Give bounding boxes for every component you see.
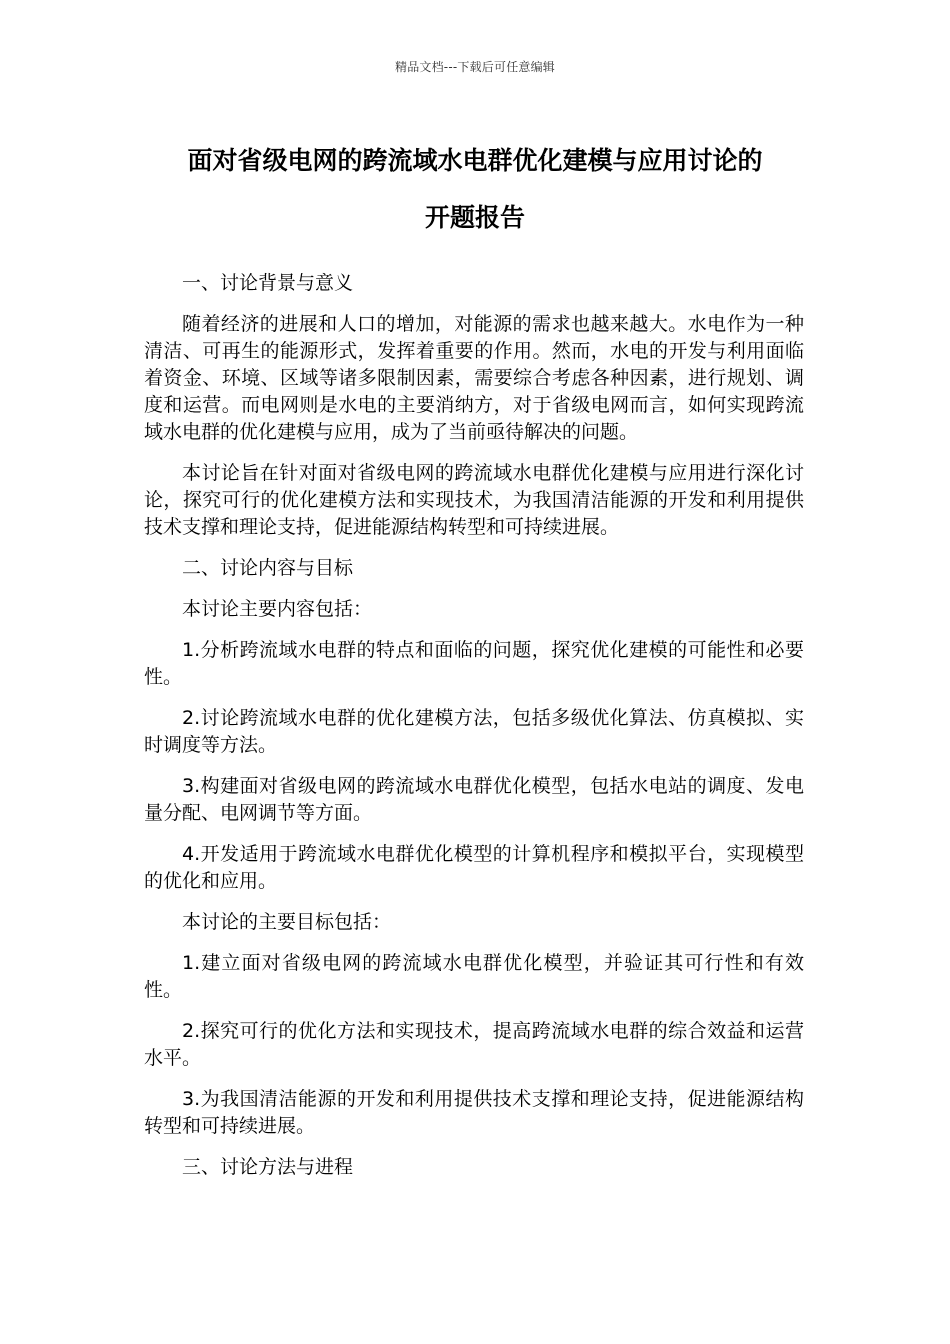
paragraph-background-2: 本讨论旨在针对面对省级电网的跨流域水电群优化建模与应用进行深化讨论，探究可行的优化建模方法和实现技术，为我国清洁能源的开发和利用提供技术支撑和理论支持，促进能源结构转型和可持续进展。 bbox=[144, 462, 804, 538]
document-title-line-1: 面对省级电网的跨流域水电群优化建模与应用讨论的 bbox=[187, 146, 763, 175]
list-item-content-2: 2.讨论跨流域水电群的优化建模方法，包括多级优化算法、仿真模拟、实时调度等方法。 bbox=[144, 707, 804, 756]
paragraph-content-intro: 本讨论主要内容包括： bbox=[182, 598, 373, 620]
page-header-note: 精品文档---下载后可任意编辑 bbox=[395, 60, 555, 74]
section-heading-methods: 三、讨论方法与进程 bbox=[182, 1156, 354, 1178]
document-body bbox=[144, 270, 804, 1195]
list-item-goal-2: 2.探究可行的优化方法和实现技术，提高跨流域水电群的综合效益和运营水平。 bbox=[144, 1020, 804, 1069]
document-title bbox=[120, 132, 830, 246]
list-item-goal-1: 1.建立面对省级电网的跨流域水电群优化模型，并验证其可行性和有效性。 bbox=[144, 952, 804, 1001]
list-item-content-4: 4.开发适用于跨流域水电群优化模型的计算机程序和模拟平台，实现模型的优化和应用。 bbox=[144, 843, 804, 892]
section-heading-content-goals: 二、讨论内容与目标 bbox=[182, 557, 354, 579]
paragraph-goals-intro: 本讨论的主要目标包括： bbox=[182, 911, 392, 933]
list-item-goal-3: 3.为我国清洁能源的开发和利用提供技术支撑和理论支持，促进能源结构转型和可持续进展。 bbox=[144, 1088, 804, 1137]
section-heading-background: 一、讨论背景与意义 bbox=[182, 272, 354, 294]
paragraph-background-1: 随着经济的进展和人口的增加，对能源的需求也越来越大。水电作为一种清洁、可再生的能源形式，发挥着重要的作用。然而，水电的开发与利用面临着资金、环境、区域等诸多限制因素，需要综合考虑各种因素，进行规划、调度和运营。而电网则是水电的主要消纳方，对于省级电网而言，如何实现跨流域水电群的优化建模与应用，成为了当前亟待解决的问题。 bbox=[144, 313, 804, 443]
document-title-line-2: 开题报告 bbox=[424, 203, 525, 232]
list-item-content-1: 1.分析跨流域水电群的特点和面临的问题，探究优化建模的可能性和必要性。 bbox=[144, 639, 804, 688]
list-item-content-3: 3.构建面对省级电网的跨流域水电群优化模型，包括水电站的调度、发电量分配、电网调节等方面。 bbox=[144, 775, 804, 824]
